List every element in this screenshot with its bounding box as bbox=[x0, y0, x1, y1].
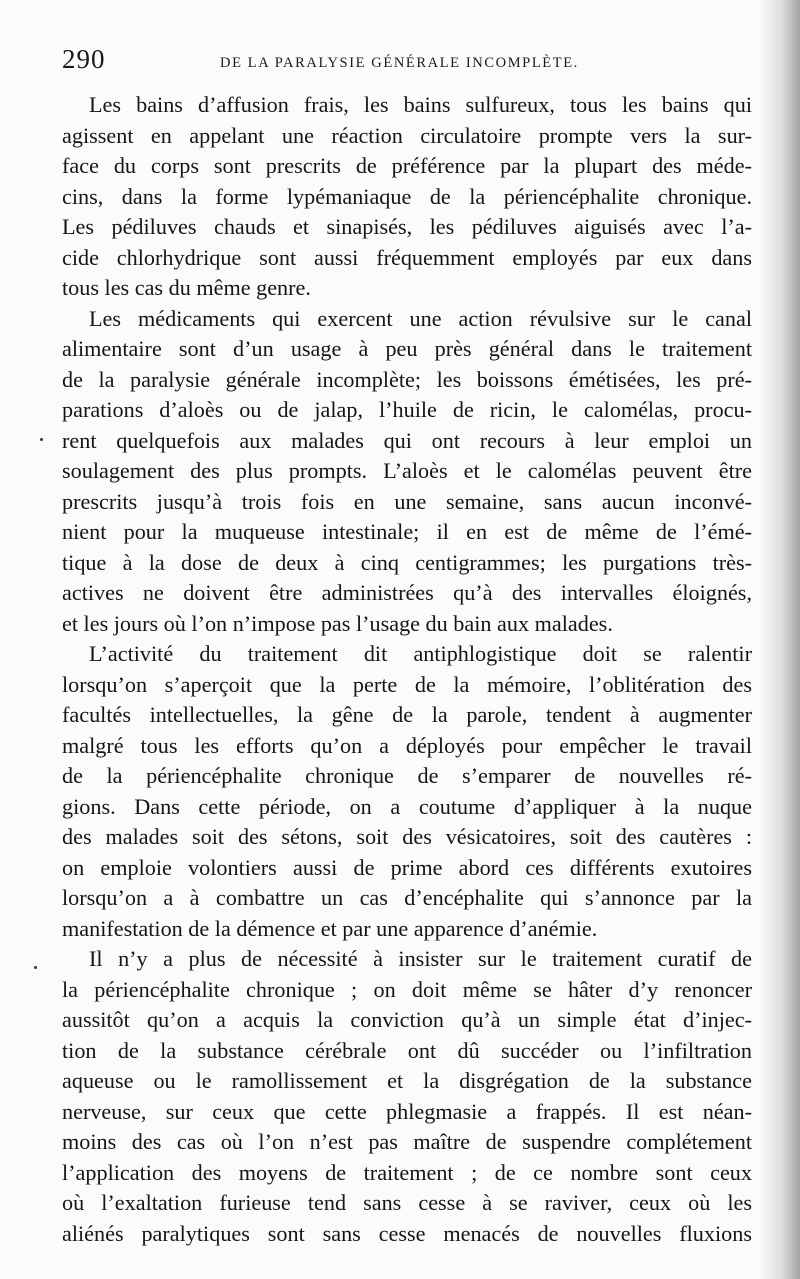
text-line: rent quelquefois aux malades qui ont recours à leur emploi un bbox=[62, 427, 752, 453]
text-line: moins des cas où l’on n’est pas maître de suspendre complétement bbox=[62, 1129, 752, 1154]
text-line: cins, dans la forme lypémaniaque de la périencéphalite chronique. bbox=[62, 183, 752, 209]
paragraph-1 bbox=[62, 90, 752, 304]
text-line: tique à la dose de deux à cinq centigrammes; les purgations très- bbox=[62, 549, 752, 575]
text-line: Les médicaments qui exercent une action révulsive sur le canal bbox=[89, 305, 752, 331]
text-line: tous les cas du même genre. bbox=[62, 275, 311, 300]
text-line: l’application des moyens de traitement ; de ce nombre sont ceux bbox=[62, 1159, 752, 1185]
paragraph-4 bbox=[62, 944, 752, 1249]
text-line: lorsqu’on s’aperçoit que la perte de la mémoire, l’oblitération des bbox=[62, 671, 752, 697]
ink-speck bbox=[40, 438, 43, 441]
text-line: tion de la substance cérébrale ont dû succéder ou l’infiltration bbox=[62, 1037, 752, 1063]
text-line: des malades soit des sétons, soit des vésicatoires, soit des cautères : bbox=[62, 824, 752, 849]
text-line: de la paralysie générale incomplète; les boissons émétisées, les pré- bbox=[62, 366, 752, 392]
text-line: où l’exaltation furieuse tend sans cesse à se raviver, ceux où les bbox=[62, 1190, 752, 1215]
ink-speck bbox=[34, 966, 37, 969]
text-line: cide chlorhydrique sont aussi fréquemment employés par eux dans bbox=[62, 244, 752, 270]
text-line: on emploie volontiers aussi de prime abord ces différents exutoires bbox=[62, 854, 752, 880]
text-line: L’activité du traitement dit antiphlogistique doit se ralentir bbox=[89, 641, 752, 666]
text-line: Les bains d’affusion frais, les bains sulfureux, tous les bains qui bbox=[89, 92, 752, 117]
text-line: de la périencéphalite chronique de s’emparer de nouvelles ré- bbox=[62, 763, 752, 788]
text-line: aliénés paralytiques sont sans cesse menacés de nouvelles fluxions bbox=[62, 1220, 752, 1246]
page-header bbox=[62, 44, 762, 78]
body-text bbox=[62, 90, 752, 1249]
text-line: gions. Dans cette période, on a coutume d’appliquer à la nuque bbox=[62, 793, 752, 819]
paragraph-3 bbox=[62, 639, 752, 944]
text-line: agissent en appelant une réaction circulatoire prompte vers la sur- bbox=[62, 122, 752, 148]
running-title: DE LA PARALYSIE GÉNÉRALE INCOMPLÈTE. bbox=[220, 55, 579, 71]
text-line: prescrits jusqu’à trois fois en une semaine, sans aucun inconvé- bbox=[62, 488, 752, 514]
text-line: aussitôt qu’on a acquis la conviction qu’à un simple état d’injec- bbox=[62, 1007, 752, 1032]
text-line: malgré tous les efforts qu’on a déployés pour empêcher le travail bbox=[62, 732, 752, 758]
binding-shadow bbox=[758, 0, 800, 1279]
text-line: parations d’aloès ou de jalap, l’huile de ricin, le calomélas, procu- bbox=[62, 397, 752, 422]
text-line: alimentaire sont d’un usage à peu près général dans le traitement bbox=[62, 336, 752, 361]
text-line: nient pour la muqueuse intestinale; il en est de même de l’émé- bbox=[62, 519, 752, 544]
text-line: face du corps sont prescrits de préférence par la plupart des méde- bbox=[62, 153, 752, 178]
text-line: et les jours où l’on n’impose pas l’usage du bain aux malades. bbox=[62, 610, 613, 636]
text-line: actives ne doivent être administrées qu’à des intervalles éloignés, bbox=[62, 580, 752, 605]
text-line: la périencéphalite chronique ; on doit même se hâter d’y renoncer bbox=[62, 976, 752, 1002]
text-line: lorsqu’on a à combattre un cas d’encéphalite qui s’annonce par la bbox=[62, 885, 752, 910]
text-line: Les pédiluves chauds et sinapisés, les pédiluves aiguisés avec l’a- bbox=[62, 214, 752, 239]
text-line: aqueuse ou le ramollissement et la disgrégation de la substance bbox=[62, 1068, 752, 1093]
text-line: facultés intellectuelles, la gêne de la parole, tendent à augmenter bbox=[62, 702, 752, 727]
paragraph-2 bbox=[62, 304, 752, 640]
text-line: soulagement des plus prompts. L’aloès et le calomélas peuvent être bbox=[62, 458, 752, 483]
text-line: Il n’y a plus de nécessité à insister sur le traitement curatif de bbox=[89, 946, 752, 971]
text-line: manifestation de la démence et par une apparence d’anémie. bbox=[62, 915, 598, 941]
text-line: nerveuse, sur ceux que cette phlegmasie a frappés. Il est néan- bbox=[62, 1098, 752, 1124]
page-number: 290 bbox=[62, 44, 106, 74]
